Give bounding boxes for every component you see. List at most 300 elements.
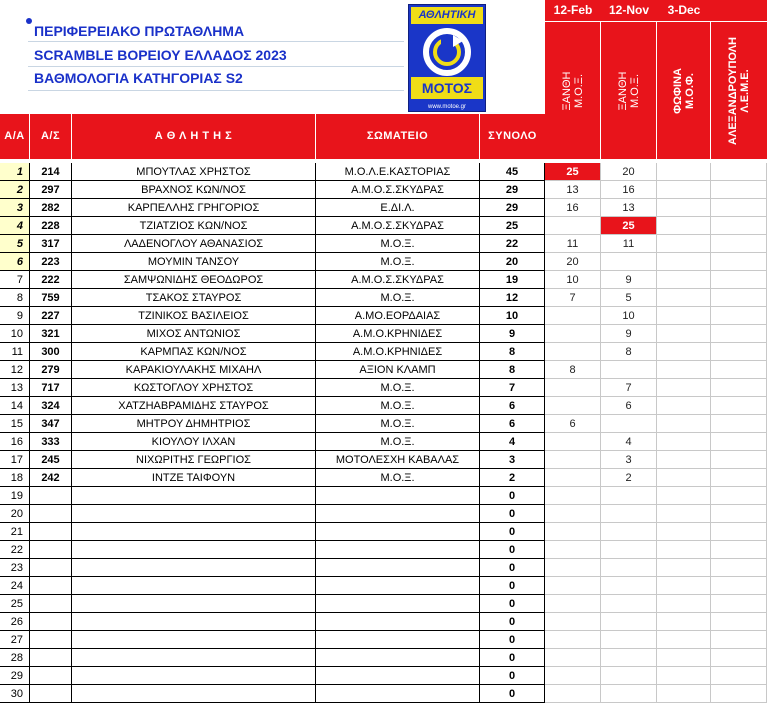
event-2-points-cell[interactable] [601,685,657,703]
athlete-name-cell[interactable]: ΤΖΙΝΙΚΟΣ ΒΑΣΙΛΕΙΟΣ [72,307,316,325]
athlete-name-cell[interactable] [72,523,316,541]
event-3-points-cell[interactable] [657,253,711,271]
event-3-points-cell[interactable] [657,235,711,253]
club-cell[interactable] [316,685,480,703]
race-number-cell[interactable] [30,577,72,595]
position-cell[interactable]: 1 [0,163,30,181]
race-number-cell[interactable]: 333 [30,433,72,451]
event-3-points-cell[interactable] [657,163,711,181]
athlete-name-cell[interactable] [72,613,316,631]
athlete-name-cell[interactable] [72,685,316,703]
event-3-points-cell[interactable] [657,361,711,379]
event-3-points-cell[interactable] [657,451,711,469]
club-cell[interactable]: Μ.Ο.Λ.Ε.ΚΑΣΤΟΡΙΑΣ [316,163,480,181]
club-cell[interactable] [316,541,480,559]
event-3-points-cell[interactable] [657,289,711,307]
event-1-points-cell[interactable] [545,631,601,649]
event-header-2[interactable] [601,21,657,159]
athlete-name-cell[interactable] [72,649,316,667]
club-cell[interactable]: Μ.Ο.Ξ. [316,253,480,271]
event-2-points-cell[interactable]: 20 [601,163,657,181]
col-header-aa[interactable]: Α/Α [0,114,30,159]
total-points-cell[interactable]: 0 [480,541,545,559]
total-points-cell[interactable]: 6 [480,397,545,415]
event-3-points-cell[interactable] [657,577,711,595]
event-3-points-cell[interactable] [657,343,711,361]
col-header-total[interactable]: ΣΥΝΟΛΟ [480,114,545,159]
event-2-points-cell[interactable]: 9 [601,271,657,289]
athlete-name-cell[interactable]: ΤΖΙΑΤΖΙΟΣ ΚΩΝ/ΝΟΣ [72,217,316,235]
club-cell[interactable]: Α.Μ.Ο.Σ.ΣΚΥΔΡΑΣ [316,271,480,289]
club-cell[interactable] [316,631,480,649]
event-2-points-cell[interactable] [601,523,657,541]
event-1-points-cell[interactable]: 25 [545,163,601,181]
club-cell[interactable] [316,577,480,595]
event-4-points-cell[interactable] [711,379,767,397]
event-1-points-cell[interactable] [545,541,601,559]
event-4-points-cell[interactable] [711,631,767,649]
event-3-points-cell[interactable] [657,181,711,199]
event-1-points-cell[interactable]: 16 [545,199,601,217]
race-number-cell[interactable]: 282 [30,199,72,217]
position-cell[interactable]: 25 [0,595,30,613]
event-1-points-cell[interactable] [545,685,601,703]
event-1-points-cell[interactable] [545,379,601,397]
position-cell[interactable]: 12 [0,361,30,379]
event-1-points-cell[interactable] [545,451,601,469]
event-1-points-cell[interactable] [545,595,601,613]
event-4-points-cell[interactable] [711,271,767,289]
table-row [0,181,767,199]
position-cell[interactable]: 16 [0,433,30,451]
position-cell[interactable]: 8 [0,289,30,307]
event-4-points-cell[interactable] [711,667,767,685]
event-3-points-cell[interactable] [657,649,711,667]
club-cell[interactable]: Α.ΜΟ.ΕΟΡΔΑΙΑΣ [316,307,480,325]
athlete-name-cell[interactable] [72,505,316,523]
event-4-points-cell[interactable] [711,163,767,181]
total-points-cell[interactable]: 3 [480,451,545,469]
total-points-cell[interactable]: 0 [480,505,545,523]
event-3-points-cell[interactable] [657,397,711,415]
event-1-points-cell[interactable] [545,649,601,667]
position-cell[interactable]: 20 [0,505,30,523]
event-2-points-cell[interactable] [601,253,657,271]
total-points-cell[interactable]: 10 [480,307,545,325]
event-2-points-cell[interactable] [601,559,657,577]
event-2-points-cell[interactable]: 9 [601,325,657,343]
athlete-name-cell[interactable]: ΒΡΑΧΝΟΣ ΚΩΝ/ΝΟΣ [72,181,316,199]
position-cell[interactable]: 19 [0,487,30,505]
race-number-cell[interactable]: 279 [30,361,72,379]
event-2-points-cell[interactable] [601,577,657,595]
race-number-cell[interactable]: 297 [30,181,72,199]
title-line-3: ΒΑΘΜΟΛΟΓΙΑ ΚΑΤΗΓΟΡΙΑΣ S2 [34,70,243,86]
club-cell[interactable]: ΑΞΙΟΝ ΚΛΑΜΠ [316,361,480,379]
position-cell[interactable]: 10 [0,325,30,343]
athlete-name-cell[interactable]: ΜΠΟΥΤΛΑΣ ΧΡΗΣΤΟΣ [72,163,316,181]
event-3-points-cell[interactable] [657,469,711,487]
event-4-points-cell[interactable] [711,325,767,343]
race-number-cell[interactable] [30,649,72,667]
club-cell[interactable] [316,613,480,631]
club-cell[interactable]: Μ.Ο.Ξ. [316,235,480,253]
event-2-points-cell[interactable]: 11 [601,235,657,253]
event-name-2: ΞΑΝΘΗ Μ.Ο.Ξ. [616,71,641,110]
col-header-club[interactable]: ΣΩΜΑΤΕΙΟ [316,114,480,159]
race-number-cell[interactable]: 347 [30,415,72,433]
total-points-cell[interactable]: 0 [480,595,545,613]
total-points-cell[interactable]: 0 [480,577,545,595]
athlete-name-cell[interactable]: ΤΣΑΚΟΣ ΣΤΑΥΡΟΣ [72,289,316,307]
position-cell[interactable]: 3 [0,199,30,217]
event-2-points-cell[interactable] [601,595,657,613]
club-cell[interactable]: Μ.Ο.Ξ. [316,397,480,415]
event-name-3: ΦΩΦΙΝΑ Μ.Ο.Φ. [671,67,696,114]
race-number-cell[interactable]: 223 [30,253,72,271]
col-header-as[interactable]: Α/Σ [30,114,72,159]
event-1-points-cell[interactable] [545,343,601,361]
athlete-name-cell[interactable] [72,541,316,559]
event-4-points-cell[interactable] [711,451,767,469]
event-2-points-cell[interactable]: 8 [601,343,657,361]
event-3-points-cell[interactable] [657,505,711,523]
event-4-points-cell[interactable] [711,289,767,307]
event-3-points-cell[interactable] [657,523,711,541]
total-points-cell[interactable]: 9 [480,325,545,343]
position-cell[interactable]: 27 [0,631,30,649]
title-line-2: SCRAMBLE ΒΟΡΕΙΟΥ ΕΛΛΑΔΟΣ 2023 [34,47,287,63]
event-2-points-cell[interactable] [601,361,657,379]
event-header-4[interactable] [711,21,767,159]
event-1-points-cell[interactable] [545,613,601,631]
event-2-points-cell[interactable] [601,667,657,685]
event-2-points-cell[interactable] [601,541,657,559]
table-row [0,541,767,559]
event-3-points-cell[interactable] [657,613,711,631]
total-points-cell[interactable]: 0 [480,559,545,577]
athlete-name-cell[interactable]: ΚΩΣΤΟΓΛΟΥ ΧΡΗΣΤΟΣ [72,379,316,397]
position-cell[interactable]: 6 [0,253,30,271]
event-4-points-cell[interactable] [711,415,767,433]
race-number-cell[interactable]: 717 [30,379,72,397]
club-cell[interactable] [316,649,480,667]
race-number-cell[interactable]: 222 [30,271,72,289]
position-cell[interactable]: 13 [0,379,30,397]
position-cell[interactable]: 9 [0,307,30,325]
table-row [0,667,767,685]
event-2-points-cell[interactable]: 4 [601,433,657,451]
selection-handle-icon[interactable] [26,18,32,24]
race-number-cell[interactable] [30,559,72,577]
event-1-points-cell[interactable]: 8 [545,361,601,379]
total-points-cell[interactable]: 0 [480,523,545,541]
race-number-cell[interactable] [30,631,72,649]
total-points-cell[interactable]: 12 [480,289,545,307]
position-cell[interactable]: 28 [0,649,30,667]
event-2-points-cell[interactable]: 10 [601,307,657,325]
event-1-points-cell[interactable] [545,523,601,541]
race-number-cell[interactable]: 759 [30,289,72,307]
total-points-cell[interactable]: 0 [480,631,545,649]
event-2-points-cell[interactable] [601,505,657,523]
event-1-points-cell[interactable] [545,667,601,685]
race-number-cell[interactable] [30,685,72,703]
event-1-points-cell[interactable] [545,577,601,595]
event-3-points-cell[interactable] [657,199,711,217]
athlete-name-cell[interactable] [72,559,316,577]
position-cell[interactable]: 30 [0,685,30,703]
position-cell[interactable]: 26 [0,613,30,631]
event-date-4[interactable] [711,0,767,21]
club-cell[interactable] [316,559,480,577]
total-points-cell[interactable]: 19 [480,271,545,289]
race-number-cell[interactable] [30,487,72,505]
event-4-points-cell[interactable] [711,469,767,487]
club-cell[interactable]: Α.Μ.Ο.Σ.ΣΚΥΔΡΑΣ [316,181,480,199]
event-3-points-cell[interactable] [657,559,711,577]
position-cell[interactable]: 14 [0,397,30,415]
athlete-name-cell[interactable]: ΚΙΟΥΛΟΥ ΙΛΧΑΝ [72,433,316,451]
total-points-cell[interactable]: 2 [480,469,545,487]
event-4-points-cell[interactable] [711,541,767,559]
club-cell[interactable]: Μ.Ο.Ξ. [316,289,480,307]
table-row [0,289,767,307]
athlete-name-cell[interactable]: ΛΑΔΕΝΟΓΛΟΥ ΑΘΑΝΑΣΙΟΣ [72,235,316,253]
event-4-points-cell[interactable] [711,397,767,415]
position-cell[interactable]: 15 [0,415,30,433]
event-4-points-cell[interactable] [711,505,767,523]
athlete-name-cell[interactable]: ΚΑΡΑΚΙΟΥΛΑΚΗΣ ΜΙΧΑΗΛ [72,361,316,379]
event-3-points-cell[interactable] [657,433,711,451]
race-number-cell[interactable] [30,613,72,631]
total-points-cell[interactable]: 0 [480,649,545,667]
event-4-points-cell[interactable] [711,523,767,541]
table-row [0,235,767,253]
event-date-1[interactable]: 12-Feb [545,0,601,21]
event-3-points-cell[interactable] [657,487,711,505]
race-number-cell[interactable]: 324 [30,397,72,415]
athlete-name-cell[interactable]: ΜΗΤΡΟΥ ΔΗΜΗΤΡΙΟΣ [72,415,316,433]
total-points-cell[interactable]: 6 [480,415,545,433]
event-2-points-cell[interactable]: 16 [601,181,657,199]
event-4-points-cell[interactable] [711,613,767,631]
total-points-cell[interactable]: 29 [480,181,545,199]
athlete-name-cell[interactable]: ΝΙΧΩΡΙΤΗΣ ΓΕΩΡΓΙΟΣ [72,451,316,469]
event-1-points-cell[interactable] [545,217,601,235]
athlete-name-cell[interactable] [72,487,316,505]
position-cell[interactable]: 17 [0,451,30,469]
race-number-cell[interactable]: 321 [30,325,72,343]
total-points-cell[interactable]: 8 [480,361,545,379]
club-cell[interactable]: Μ.Ο.Ξ. [316,379,480,397]
event-1-points-cell[interactable] [545,433,601,451]
event-3-points-cell[interactable] [657,595,711,613]
total-points-cell[interactable]: 29 [480,199,545,217]
total-points-cell[interactable]: 22 [480,235,545,253]
total-points-cell[interactable]: 0 [480,613,545,631]
race-number-cell[interactable]: 245 [30,451,72,469]
position-cell[interactable]: 22 [0,541,30,559]
athlete-name-cell[interactable]: ΚΑΡΠΕΛΛΗΣ ΓΡΗΓΟΡΙΟΣ [72,199,316,217]
event-2-points-cell[interactable] [601,613,657,631]
total-points-cell[interactable]: 4 [480,433,545,451]
club-cell[interactable] [316,523,480,541]
event-1-points-cell[interactable] [545,559,601,577]
race-number-cell[interactable]: 227 [30,307,72,325]
event-3-points-cell[interactable] [657,217,711,235]
position-cell[interactable]: 29 [0,667,30,685]
event-2-points-cell[interactable]: 7 [601,379,657,397]
event-2-points-cell[interactable]: 3 [601,451,657,469]
event-name-4: ΑΛΕΞΑΝΔΡΟΥΠΟΛΗ Λ.Ε.Μ.Ε. [727,36,751,145]
race-number-cell[interactable] [30,667,72,685]
table-row [0,307,767,325]
event-4-points-cell[interactable] [711,361,767,379]
event-4-points-cell[interactable] [711,253,767,271]
athlete-name-cell[interactable] [72,595,316,613]
position-cell[interactable]: 23 [0,559,30,577]
club-cell[interactable]: Α.Μ.Ο.Σ.ΣΚΥΔΡΑΣ [316,217,480,235]
race-number-cell[interactable]: 300 [30,343,72,361]
event-4-points-cell[interactable] [711,595,767,613]
race-number-cell[interactable] [30,595,72,613]
event-4-points-cell[interactable] [711,433,767,451]
event-2-points-cell[interactable]: 2 [601,469,657,487]
event-4-points-cell[interactable] [711,307,767,325]
total-points-cell[interactable]: 20 [480,253,545,271]
total-points-cell[interactable]: 0 [480,487,545,505]
event-4-points-cell[interactable] [711,685,767,703]
event-2-points-cell[interactable] [601,631,657,649]
event-1-points-cell[interactable]: 11 [545,235,601,253]
event-1-points-cell[interactable] [545,307,601,325]
position-cell[interactable]: 21 [0,523,30,541]
event-1-points-cell[interactable] [545,397,601,415]
event-3-points-cell[interactable] [657,325,711,343]
event-header-1[interactable] [545,21,601,159]
event-3-points-cell[interactable] [657,685,711,703]
race-number-cell[interactable]: 214 [30,163,72,181]
club-cell[interactable]: Ε.ΔΙ.Λ. [316,199,480,217]
position-cell[interactable]: 11 [0,343,30,361]
event-3-points-cell[interactable] [657,631,711,649]
position-cell[interactable]: 7 [0,271,30,289]
total-points-cell[interactable]: 0 [480,685,545,703]
club-cell[interactable] [316,505,480,523]
event-3-points-cell[interactable] [657,379,711,397]
club-cell[interactable]: Μ.Ο.Ξ. [316,469,480,487]
event-1-points-cell[interactable] [545,469,601,487]
col-header-athlete[interactable]: Α Θ Λ Η Τ Η Σ [72,114,316,159]
event-2-points-cell[interactable] [601,487,657,505]
event-name-1: ΞΑΝΘΗ Μ.Ο.Ξ. [560,71,585,110]
race-number-cell[interactable] [30,541,72,559]
event-2-points-cell[interactable]: 5 [601,289,657,307]
position-cell[interactable]: 5 [0,235,30,253]
event-2-points-cell[interactable]: 13 [601,199,657,217]
athlete-name-cell[interactable]: ΜΙΧΟΣ ΑΝΤΩΝΙΟΣ [72,325,316,343]
event-3-points-cell[interactable] [657,271,711,289]
event-4-points-cell[interactable] [711,181,767,199]
event-1-points-cell[interactable] [545,487,601,505]
event-1-points-cell[interactable] [545,325,601,343]
race-number-cell[interactable]: 317 [30,235,72,253]
event-2-points-cell[interactable]: 6 [601,397,657,415]
athlete-name-cell[interactable]: ΙΝΤΖΕ ΤΑΙΦΟΥΝ [72,469,316,487]
athlete-name-cell[interactable] [72,577,316,595]
total-points-cell[interactable]: 45 [480,163,545,181]
event-4-points-cell[interactable] [711,559,767,577]
event-1-points-cell[interactable]: 10 [545,271,601,289]
event-4-points-cell[interactable] [711,487,767,505]
total-points-cell[interactable]: 25 [480,217,545,235]
athlete-name-cell[interactable]: ΜΟΥΜΙΝ ΤΑΝΣΟΥ [72,253,316,271]
event-4-points-cell[interactable] [711,235,767,253]
athlete-name-cell[interactable] [72,631,316,649]
event-1-points-cell[interactable]: 7 [545,289,601,307]
athlete-name-cell[interactable] [72,667,316,685]
event-date-3[interactable]: 3-Dec [657,0,711,21]
athlete-name-cell[interactable]: ΧΑΤΖΗΑΒΡΑΜΙΔΗΣ ΣΤΑΥΡΟΣ [72,397,316,415]
race-number-cell[interactable]: 228 [30,217,72,235]
club-cell[interactable]: Μ.Ο.Ξ. [316,415,480,433]
event-2-points-cell[interactable]: 25 [601,217,657,235]
table-row [0,523,767,541]
event-3-points-cell[interactable] [657,415,711,433]
table-row [0,559,767,577]
club-cell[interactable] [316,487,480,505]
club-cell[interactable] [316,667,480,685]
race-number-cell[interactable] [30,505,72,523]
event-4-points-cell[interactable] [711,649,767,667]
event-1-points-cell[interactable]: 6 [545,415,601,433]
total-points-cell[interactable]: 8 [480,343,545,361]
event-3-points-cell[interactable] [657,307,711,325]
race-number-cell[interactable] [30,523,72,541]
position-cell[interactable]: 2 [0,181,30,199]
event-4-points-cell[interactable] [711,199,767,217]
event-3-points-cell[interactable] [657,667,711,685]
athlete-name-cell[interactable]: ΚΑΡΜΠΑΣ ΚΩΝ/ΝΟΣ [72,343,316,361]
event-header-3[interactable] [657,21,711,159]
event-4-points-cell[interactable] [711,577,767,595]
event-3-points-cell[interactable] [657,541,711,559]
event-1-points-cell[interactable] [545,505,601,523]
club-cell[interactable] [316,595,480,613]
race-number-cell[interactable]: 242 [30,469,72,487]
event-1-points-cell[interactable]: 13 [545,181,601,199]
club-cell[interactable]: Α.Μ.Ο.ΚΡΗΝΙΔΕΣ [316,343,480,361]
event-1-points-cell[interactable]: 20 [545,253,601,271]
event-2-points-cell[interactable] [601,649,657,667]
table-row [0,415,767,433]
position-cell[interactable]: 18 [0,469,30,487]
event-date-2[interactable]: 12-Nov [601,0,657,21]
position-cell[interactable]: 24 [0,577,30,595]
event-4-points-cell[interactable] [711,217,767,235]
athlete-name-cell[interactable]: ΣΑΜΨΩΝΙΔΗΣ ΘΕΟΔΩΡΟΣ [72,271,316,289]
total-points-cell[interactable]: 7 [480,379,545,397]
club-cell[interactable]: Α.Μ.Ο.ΚΡΗΝΙΔΕΣ [316,325,480,343]
total-points-cell[interactable]: 0 [480,667,545,685]
position-cell[interactable]: 4 [0,217,30,235]
event-4-points-cell[interactable] [711,343,767,361]
table-row [0,361,767,379]
club-cell[interactable]: ΜΟΤΟΛΕΣΧΗ ΚΑΒΑΛΑΣ [316,451,480,469]
club-cell[interactable]: Μ.Ο.Ξ. [316,433,480,451]
event-2-points-cell[interactable] [601,415,657,433]
